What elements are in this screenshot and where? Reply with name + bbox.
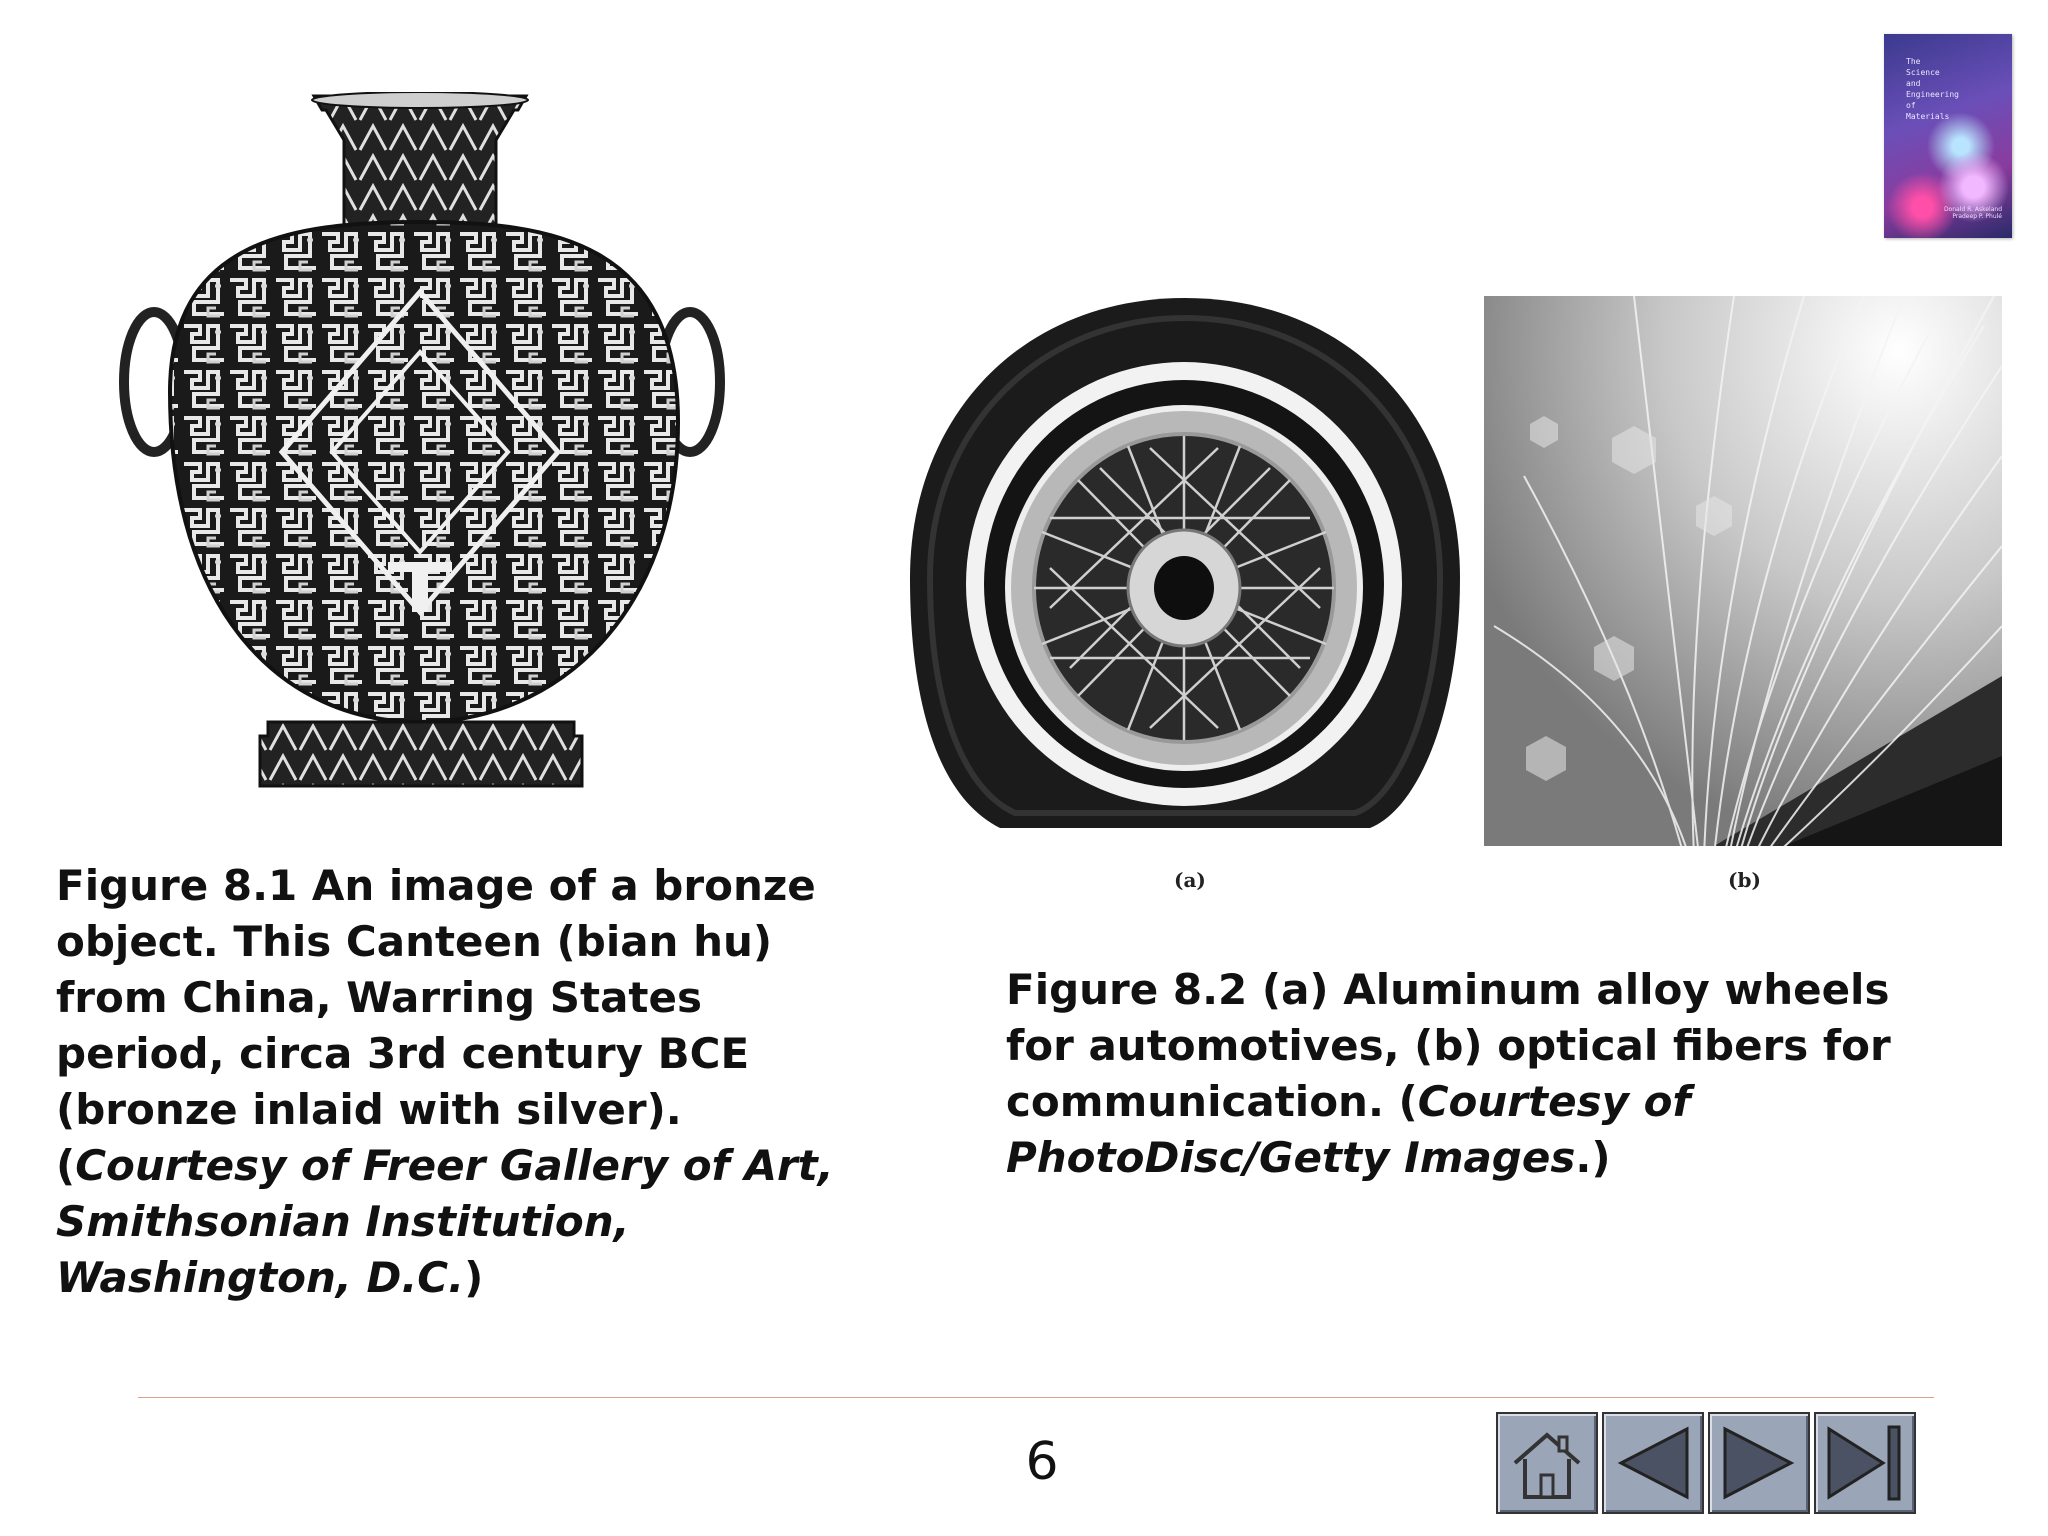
- last-slide-button[interactable]: [1814, 1412, 1916, 1514]
- next-slide-button[interactable]: [1708, 1412, 1810, 1514]
- figure-a-label: (a): [1174, 868, 1206, 892]
- book-cover-authors: Donald R. Askeland Pradeep P. Phulé: [1943, 206, 2002, 220]
- figure-8-1-caption: [56, 858, 856, 1306]
- previous-icon: [1613, 1423, 1693, 1503]
- optical-fibers-graphic: [1484, 296, 2002, 846]
- figure-8-2-caption-text: Figure 8.2 (a) Aluminum alloy wheels for automotives, (b) optical fibers for communication. (: [1006, 965, 1891, 1126]
- aluminum-wheel-image: [900, 288, 1470, 848]
- previous-slide-button[interactable]: [1602, 1412, 1704, 1514]
- figure-8-1-caption-close: ): [464, 1253, 484, 1302]
- footer-divider: [138, 1397, 1934, 1398]
- next-icon: [1719, 1423, 1799, 1503]
- navigation-bar: [1496, 1412, 1916, 1516]
- figure-8-1-caption-text: Figure 8.1 An image of a bronze object. This Canteen (bian hu) from China, Warring States period, circa 3rd century BCE (bronze inlaid with silver). (: [56, 861, 816, 1190]
- figure-8-2-credit: Courtesy of PhotoDisc/Getty Images: [1006, 1077, 1691, 1182]
- book-cover-thumbnail: [1884, 34, 2012, 238]
- figure-8-2-caption: [1006, 962, 1966, 1186]
- page-number: 6: [1025, 1432, 1059, 1492]
- home-button[interactable]: [1496, 1412, 1598, 1514]
- bronze-canteen-image: [88, 92, 778, 792]
- figure-8-2-caption-close: .): [1575, 1133, 1611, 1182]
- figure-8-1-credit: Courtesy of Freer Gallery of Art, Smithsonian Institution, Washington, D.C.: [56, 1141, 834, 1302]
- book-cover-title: The Science and Engineering of Materials: [1906, 57, 1959, 121]
- last-icon: [1825, 1423, 1905, 1503]
- figure-b-label: (b): [1728, 868, 1761, 892]
- optical-fibers-image: [1484, 296, 2002, 846]
- home-icon: [1507, 1423, 1587, 1503]
